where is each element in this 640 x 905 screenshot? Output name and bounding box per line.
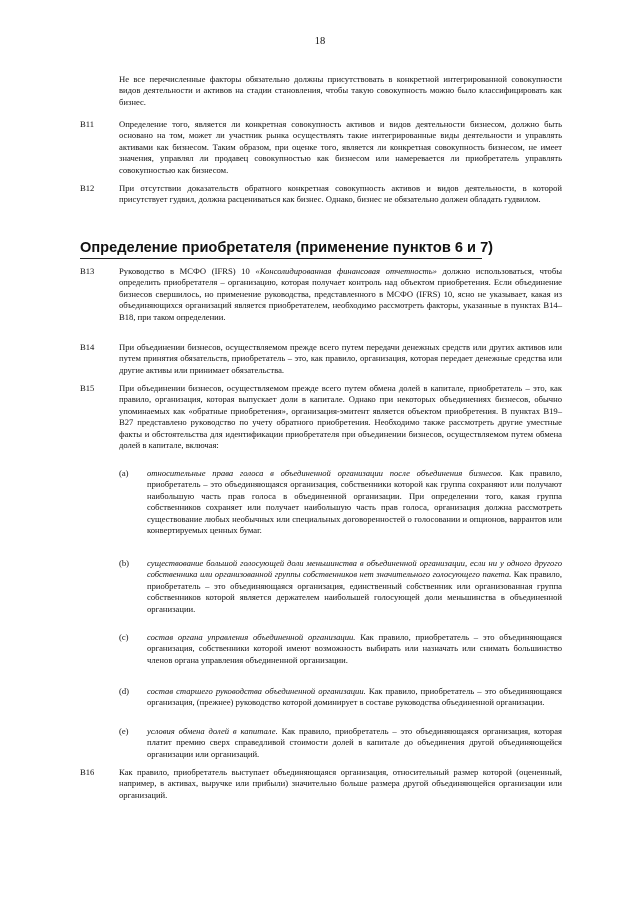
paragraph-b14: При объединении бизнесов, осуществляемом прежде всего путем передачи денежных средств или других активов или путем принятия обязательств, приобретатель – это, как правило, организация, которая передает денежные средства или другие активы или принимает обязательства. xyxy=(119,342,562,375)
section-heading: Определение приобретателя (применение пунктов 6 и 7) xyxy=(80,239,482,259)
b13-standard-title: «Консолидированная финансовая отчетность» xyxy=(255,266,437,276)
paragraph-b13 xyxy=(119,266,562,323)
paragraph-b11: Определение того, является ли конкретная совокупность активов и видов деятельности бизнесом, должно быть основано на том, может ли участник рынка осуществлять такие интегрированные виды деятельности и управлять активами как бизнесом. Таким образом, при оценке того, является ли конкретная совокупность бизнесом, не имеет значения, управлял ли продавец совокупностью как бизнесом или намеревается ли приобретатель управлять совокупностью как бизнесом. xyxy=(119,119,562,175)
list-item-e xyxy=(147,726,562,760)
paragraph-number-b13: B13 xyxy=(80,266,95,276)
list-item-label-e: (e) xyxy=(119,726,129,736)
list-item-a xyxy=(147,468,562,536)
paragraph-number-b16: B16 xyxy=(80,767,95,777)
list-item-d xyxy=(147,686,562,709)
list-item-d-italic: состав старшего руководства объединенной организации. xyxy=(147,686,366,696)
list-item-b-italic: существование большой голосующей доли меньшинства в объединенной организации, если ни у одного другого собственника или организованной группы собственников нет значительного голосующего пакета. xyxy=(147,558,562,580)
paragraph-b12: При отсутствии доказательств обратного конкретная совокупность активов и видов деятельности, в которой присутствует гудвил, должна расцениваться как бизнес. Однако, бизнес не обязательно должен обладать гудвилом. xyxy=(119,183,562,205)
list-item-label-c: (c) xyxy=(119,632,129,642)
b13-text-post: должно использоваться, чтобы определить приобретателя – организацию, которая получает контроль над объектом приобретения. Если объединение бизнесов свершилось, но применение руководства, представленного в МСФО (IFRS) 10, ясно не указывает, какая из объединяющихся организаций является приобретателем, необходимо рассмотреть факторы, указанные в пунктах B14–B18, при таком определении. xyxy=(119,266,562,322)
list-item-e-italic: условия обмена долей в капитале. xyxy=(147,726,278,736)
list-item-label-a: (a) xyxy=(119,468,129,478)
list-item-b xyxy=(147,558,562,615)
list-item-a-italic: относительные права голоса в объединенной организации после объединения бизнесов. xyxy=(147,468,503,478)
intro-paragraph: Не все перечисленные факторы обязательно должны присутствовать в конкретной интегрированной совокупности видов деятельности и активов на стадии становления, чтобы такую совокупность можно было классифицировать как бизнес. xyxy=(119,74,562,107)
list-item-d-text: Как правило, приобретатель – это объединяющаяся организация, (прежнее) руководство которой доминирует в составе руководства объединенной организации. xyxy=(147,686,562,708)
list-item-c-text: Как правило, приобретатель – это объединяющаяся организация, собственники которой имеют возможность выбирать или назначать или снимать большинство членов органа управления объединенной организации. xyxy=(147,632,562,665)
list-item-label-b: (b) xyxy=(119,558,130,568)
list-item-c xyxy=(147,632,562,666)
page-number: 18 xyxy=(314,36,326,47)
list-item-b-text: Как правило, приобретатель – это объединяющаяся организация, единственный собственник или организованная группа собственников которой является держателем наибольшей голосующей доли меньшинства в объединенной организации. xyxy=(147,569,562,614)
list-item-c-italic: состав органа управления объединенной организации. xyxy=(147,632,356,642)
list-item-label-d: (d) xyxy=(119,686,130,696)
paragraph-number-b15: B15 xyxy=(80,383,95,393)
b13-text-pre: Руководство в МСФО (IFRS) 10 xyxy=(119,266,256,276)
paragraph-b15: При объединении бизнесов, осуществляемом прежде всего путем обмена долей в капитале, приобретатель – это, как правило, организация, которая выпускает доли в капитале. Однако при некоторых объединениях бизнесов, обычно упоминаемых как «обратные приобретения», организация-эмитент является объектом приобретения. В пунктах B19–B27 представлено руководство по учету обратного приобретения. Необходимо также рассмотреть другие уместные факты и обстоятельства для идентификации приобретателя при объединении бизнесов, осуществляемом путем обмена долей в капитале, включая: xyxy=(119,383,562,451)
list-item-a-text: Как правило, приобретатель – это объединяющаяся организация, собственники которой как группа сохраняют или получают наибольшую часть прав голоса в объединенной организации. При определении того, какая группа собственников сохраняет или получает наибольшую часть прав голоса, организация должна рассмотреть существование любых необычных или специальных договоренностей о голосовании и опционов, варрантов или конвертируемых ценных бумаг. xyxy=(147,468,562,536)
paragraph-b16: Как правило, приобретатель выступает объединяющаяся организация, относительный размер которой (оцененный, например, в активах, выручке или прибыли) значительно больше размера другой объединяющейся организации или организаций. xyxy=(119,767,562,800)
paragraph-number-b12: B12 xyxy=(80,183,95,193)
paragraph-number-b14: B14 xyxy=(80,342,95,352)
list-item-e-text: Как правило, приобретатель – это объединяющаяся организация, которая платит премию сверх справедливой стоимости долей в капитале до объединения другой объединяющейся организации или организаций. xyxy=(147,726,562,759)
paragraph-number-b11: B11 xyxy=(80,119,95,129)
